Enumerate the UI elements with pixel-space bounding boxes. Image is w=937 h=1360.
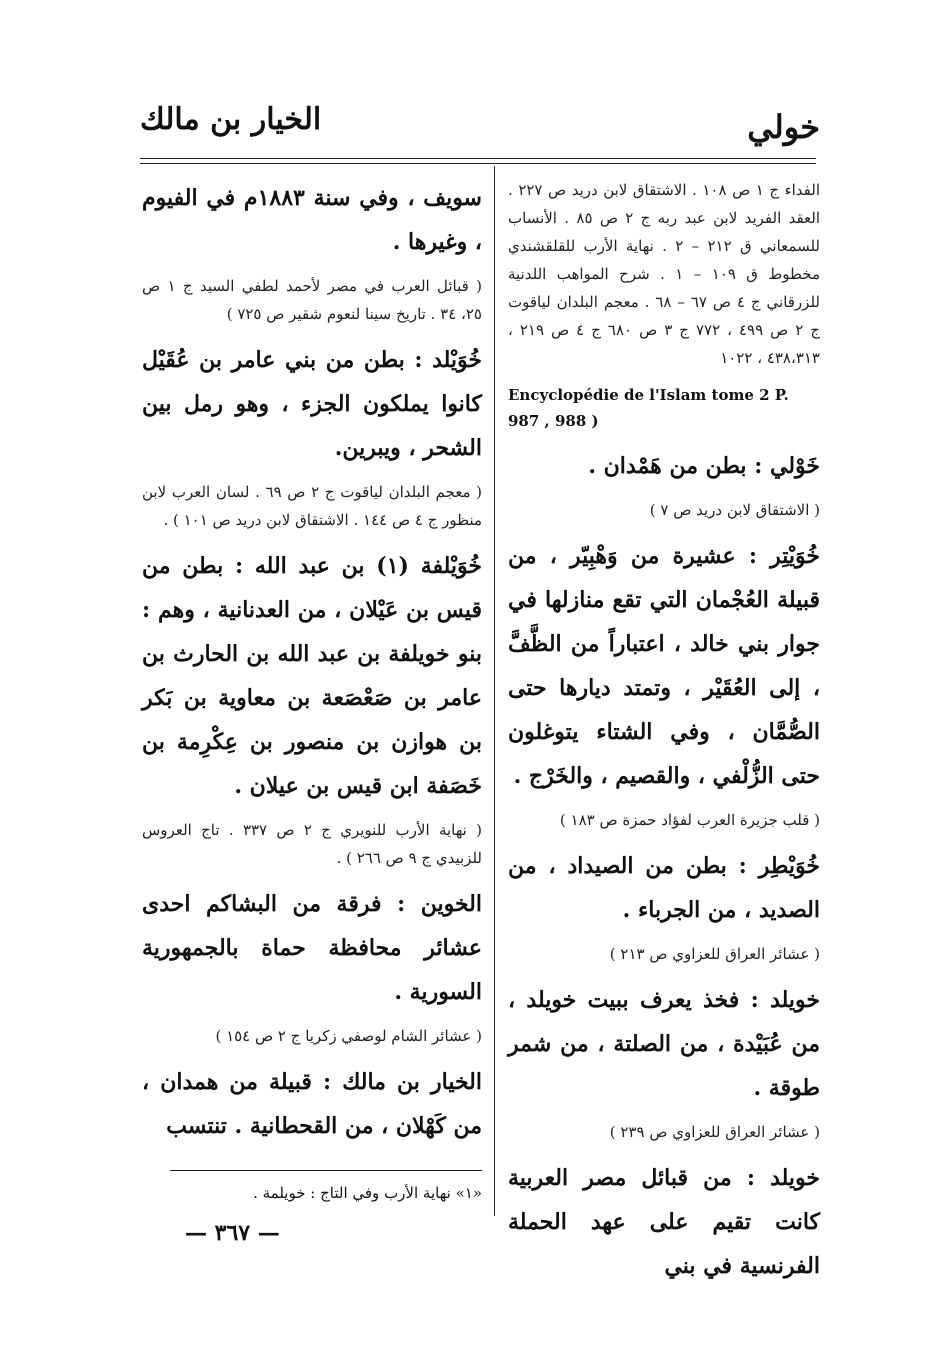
reference-note: ( الاشتقاق لابن دريد ص ٧ ) xyxy=(649,501,820,519)
entry-khuwaylid-3: خُوَيْلد : بطن من بني عامر بن عُقَيْل كانوا يملكون الجزء ، وهو رمل بين الشحر ، ويبرين. xyxy=(142,347,482,461)
reference-note: ( عشائر العراق للعزاوي ص ٢١٣ ) xyxy=(609,945,820,963)
reference-note: ( معجم البلدان لياقوت ج ٢ ص ٦٩ . لسان العرب لابن منظور ج ٤ ص ١٤٤ . الاشتقاق لابن دريد ص ١٠١ ) . xyxy=(142,483,483,529)
entry-khuwaylid-2: خويلد : من قبائل مصر العربية كانت تقيم على عهد الحملة الفرنسية في بني xyxy=(508,1165,820,1279)
reference-note: ( عشائر الشام لوصفي زكريا ج ٢ ص ١٥٤ ) xyxy=(215,1027,482,1045)
entry-continuation: سويف ، وفي سنة ١٨٨٣م في الفيوم ، وغيرها . xyxy=(142,185,482,255)
entry-khuwaytir: خُوَيْتِر : عشيرة من وَهْبِيّر ، من قبيلة العُجْمان التي تقع منازلها في جوار بني خالد ، اعتباراً من الظَّفَّ ، إلى العُقَيْر ، وتمتد ديارها حتى الصُّمَّان ، وفي الشتاء يتوغلون حتى الزُّلْفي ، والقصيم ، والخَرْج . xyxy=(508,543,820,789)
footnote-rule xyxy=(170,1170,482,1171)
right-column xyxy=(508,176,820,1296)
header-left-title: الخيار بن مالك xyxy=(140,102,322,137)
reference-note: الفداء ج ١ ص ١٠٨ . الاشتقاق لابن دريد ص ٢٢٧ . العقد الفريد لابن عبد ربه ج ٢ ص ٨٥ . الأنساب للسمعاني ق ٢١٢ – ٢ . نهاية الأرب للقلقشندي مخطوط ق ١٠٩ – ١ . شرح المواهب اللدنية للزرقاني ج ٤ ص ٦٧ – ٦٨ . معجم البلدان لياقوت ج ٢ ص ٤٩٩ ، ٧٧٢ ج ٣ ص ٦٨٠ ج ٤ ص ٢١٩ ، ٤٣٨،٣١٣ ، ١٠٢٢ xyxy=(508,181,821,367)
latin-reference: Encyclopédie de l'Islam tome 2 P. 987 , 988 ) xyxy=(508,386,789,430)
entry-khawli: خَوْلي : بطن من هَمْدان . xyxy=(588,453,820,479)
entry-khuwaylid: خويلد : فخذ يعرف ببيت خويلد ، من عُبَيْدة ، من الصلتة ، من شمر طوقة . xyxy=(508,987,820,1101)
header-right-title: خولي xyxy=(747,108,820,146)
column-divider xyxy=(494,166,495,1216)
reference-note: ( نهاية الأرب للنويري ج ٢ ص ٣٣٧ . تاج العروس للزبيدي ج ٩ ص ٢٦٦ ) . xyxy=(142,821,482,867)
entry-al-khuwayn: الخوين : فرقة من البشاكم احدى عشائر محافظة حماة بالجمهورية السورية . xyxy=(142,891,482,1005)
entry-al-khiyar: الخيار بن مالك : قبيلة من همدان ، من كَهْلان ، من القحطانية . تنتسب xyxy=(142,1069,482,1139)
entry-khuwaylifa: خُوَيْلفة (١) بن عبد الله : بطن من قيس بن عَيْلان ، من العدنانية ، وهم : بنو خويلفة بن عبد الله بن الحارث بن عامر بن صَعْصَعة بن معاوية بن بَكر بن هوازن بن منصور بن عِكْرِمة بن خَصَفة ابن قيس بن عيلان . xyxy=(142,553,482,799)
reference-note: ( عشائر العراق للعزاوي ص ٢٣٩ ) xyxy=(609,1123,820,1141)
entry-khuwaytir-2: خُوَيْطِر : بطن من الصيداد ، من الصديد ، من الجرباء . xyxy=(508,853,820,923)
left-column xyxy=(142,176,482,1156)
header-rule-bottom xyxy=(140,163,816,164)
reference-note: ( قلب جزيرة العرب لفؤاد حمزة ص ١٨٣ ) xyxy=(559,811,820,829)
reference-note: ( قبائل العرب في مصر لأحمد لطفي السيد ج ١ ص ٢٥، ٣٤ . تاريخ سينا لنعوم شقير ص ٧٢٥ ) xyxy=(142,277,482,323)
header-rule-top xyxy=(140,158,816,159)
page-number: — ٣٦٧ — xyxy=(185,1220,280,1246)
footnote: «١» نهاية الأرب وفي التاج : خويلمة . xyxy=(253,1184,482,1202)
running-header xyxy=(140,100,820,150)
